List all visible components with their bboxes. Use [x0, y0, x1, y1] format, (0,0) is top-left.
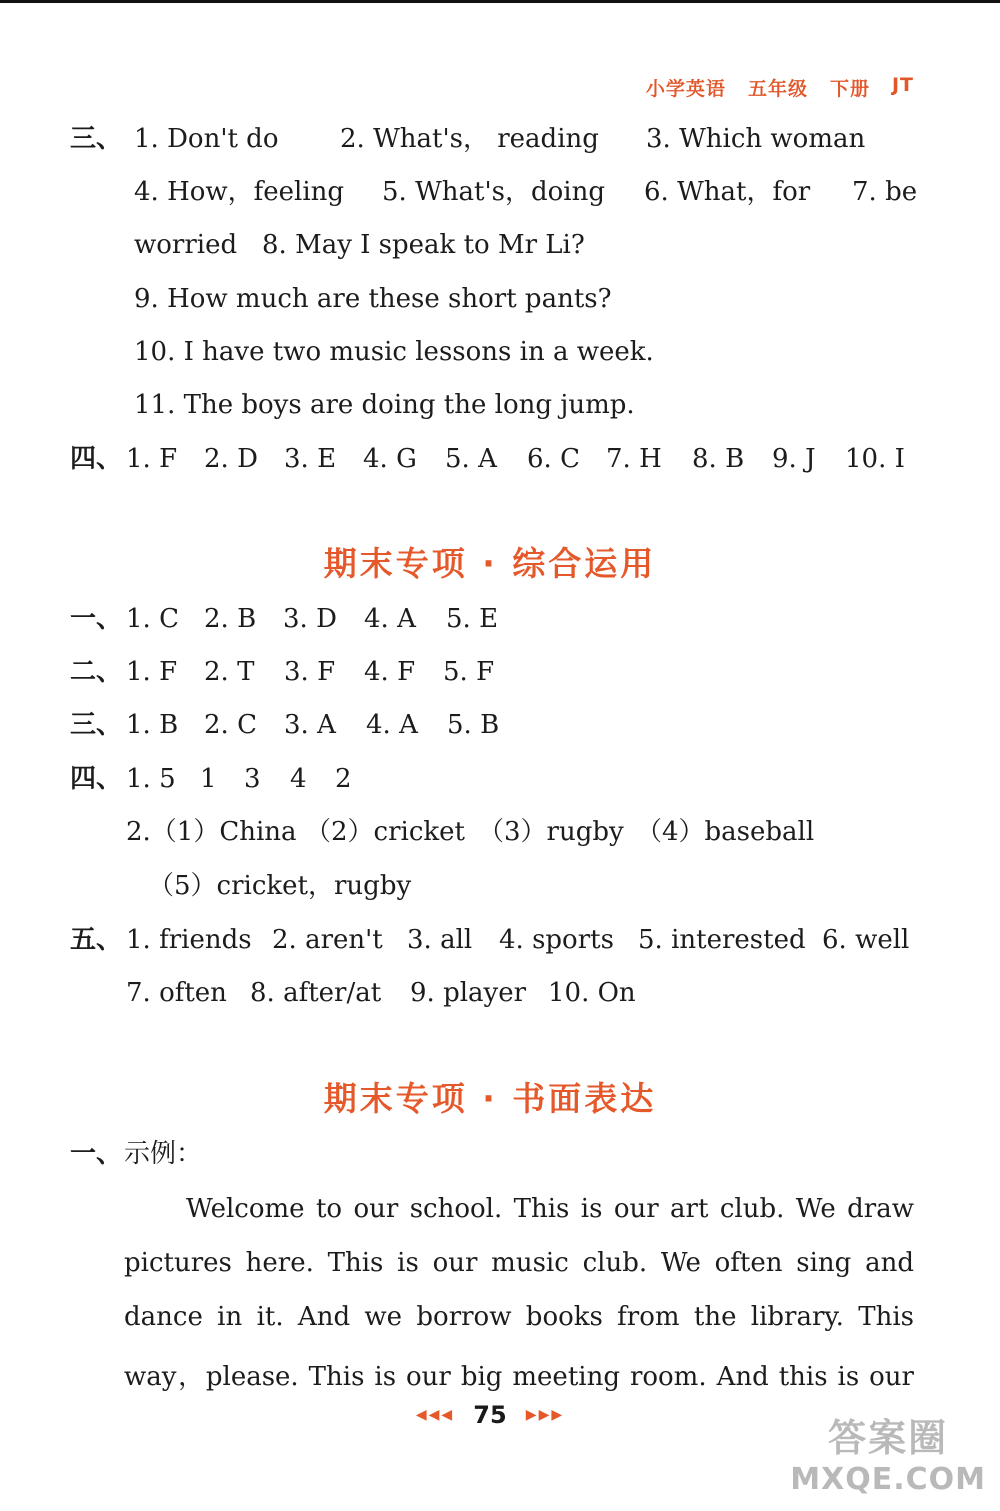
watermark [790, 1407, 986, 1497]
question-mark-4: 四、 [70, 764, 123, 794]
answer-item: 2. D [204, 444, 258, 474]
answer-item: 2. B [204, 604, 257, 634]
paragraph-line: Welcome to our school. This is our art club. We draw [186, 1194, 914, 1224]
right-arrows-icon: ▶▶▶ [525, 1407, 565, 1423]
answer-item: 6. C [527, 444, 580, 474]
answer-item: 2. T [204, 657, 255, 687]
question-mark-3: 三、 [70, 124, 123, 154]
top-rule [0, 0, 1000, 3]
answer-item: 6. well [822, 925, 910, 955]
answer-item: 4. A [364, 604, 416, 634]
answer-item: 5. E [446, 604, 499, 634]
answer-item: 4. sports [499, 925, 614, 955]
answer-item: （5）cricket，rugby [148, 871, 412, 901]
answer-item: 4. A [366, 710, 418, 740]
answer-item: 1. 5 [126, 764, 176, 794]
answer-item: 9. player [410, 978, 527, 1008]
answer-item: （2）cricket [305, 817, 465, 847]
answer-item: 1. Don't do [134, 124, 279, 154]
answer-item: 1. friends [126, 925, 252, 955]
answer-item: 2. C [204, 710, 257, 740]
answer-item: 3. E [284, 444, 337, 474]
answer-item: 5. A [445, 444, 497, 474]
answer-item: 5. B [447, 710, 500, 740]
answer-item: 1. C [126, 604, 179, 634]
answer-item: 5. What's，doing [382, 177, 605, 207]
page-number: 75 [473, 1401, 507, 1429]
question-mark-2: 二、 [70, 657, 123, 687]
answer-item: 8. after/at [250, 978, 382, 1008]
answer-item: 4. G [363, 444, 417, 474]
left-arrows-icon: ◀◀◀ [415, 1407, 455, 1423]
answer-item: 2 [335, 764, 352, 794]
answer-item: 1. B [126, 710, 179, 740]
header-edition: JT [891, 74, 914, 96]
answer-item: 8. B [692, 444, 745, 474]
paragraph-line: way，please. This is our big meeting room. And this is our [124, 1362, 914, 1392]
answer-item: 7. often [126, 978, 227, 1008]
answer-item: 7. be [852, 177, 918, 207]
answer-item: 8. May I speak to Mr Li? [262, 230, 585, 260]
answer-item: 11. The boys are doing the long jump. [134, 390, 635, 420]
answer-item: 3 [244, 764, 261, 794]
watermark-logo: 答案圈 [828, 1416, 949, 1460]
answer-item: 4 [290, 764, 307, 794]
answer-item: （4）baseball [636, 817, 815, 847]
answer-item: worried [134, 230, 238, 260]
section-title-writing: 期末专项 · 书面表达 [323, 1079, 657, 1118]
question-mark-5: 五、 [70, 925, 123, 955]
section-title-comprehensive: 期末专项 · 综合运用 [323, 544, 657, 583]
answer-item: 9. How much are these short pants? [134, 284, 612, 314]
page-header [646, 74, 914, 101]
answer-item: 7. H [606, 444, 662, 474]
answer-item: 3. all [407, 925, 473, 955]
question-mark-1: 一、 [70, 604, 123, 634]
answer-item: 9. J [772, 444, 816, 474]
paragraph-line: pictures here. This is our music club. We often sing and [124, 1248, 914, 1278]
header-volume: 下册 [829, 78, 870, 100]
answer-item: 2. aren't [272, 925, 383, 955]
answer-item: 2.（1）China [126, 817, 297, 847]
answer-item: 5. F [443, 657, 495, 687]
answer-item: 1. F [126, 444, 178, 474]
answer-item: 3. F [284, 657, 336, 687]
answer-item: 3. D [283, 604, 337, 634]
header-grade: 五年级 [747, 78, 808, 100]
paragraph-line: dance in it. And we borrow books from the library. This [124, 1302, 914, 1332]
answer-item: 6. What，for [644, 177, 811, 207]
answer-item: 10. I [845, 444, 905, 474]
answer-item: （3）rugby [478, 817, 624, 847]
watermark-url: MXQE.COM [790, 1462, 986, 1497]
answer-item: 5. interested [638, 925, 806, 955]
question-mark-4: 四、 [70, 444, 123, 474]
answer-item: 2. What's， reading [340, 124, 599, 154]
answer-item: 3. Which woman [646, 124, 866, 154]
question-mark-3: 三、 [70, 710, 123, 740]
answer-item: 1. F [126, 657, 178, 687]
answer-item: 10. On [548, 978, 636, 1008]
answer-item: 1 [200, 764, 217, 794]
answer-item: 3. A [284, 710, 336, 740]
header-subject: 小学英语 [645, 78, 726, 100]
answer-item: 4. F [364, 657, 416, 687]
question-mark-1: 一、 [70, 1139, 123, 1169]
answer-item: 10. I have two music lessons in a week. [134, 337, 654, 367]
example-label: 示例： [124, 1139, 203, 1169]
answer-item: 4. How，feeling [134, 177, 345, 207]
